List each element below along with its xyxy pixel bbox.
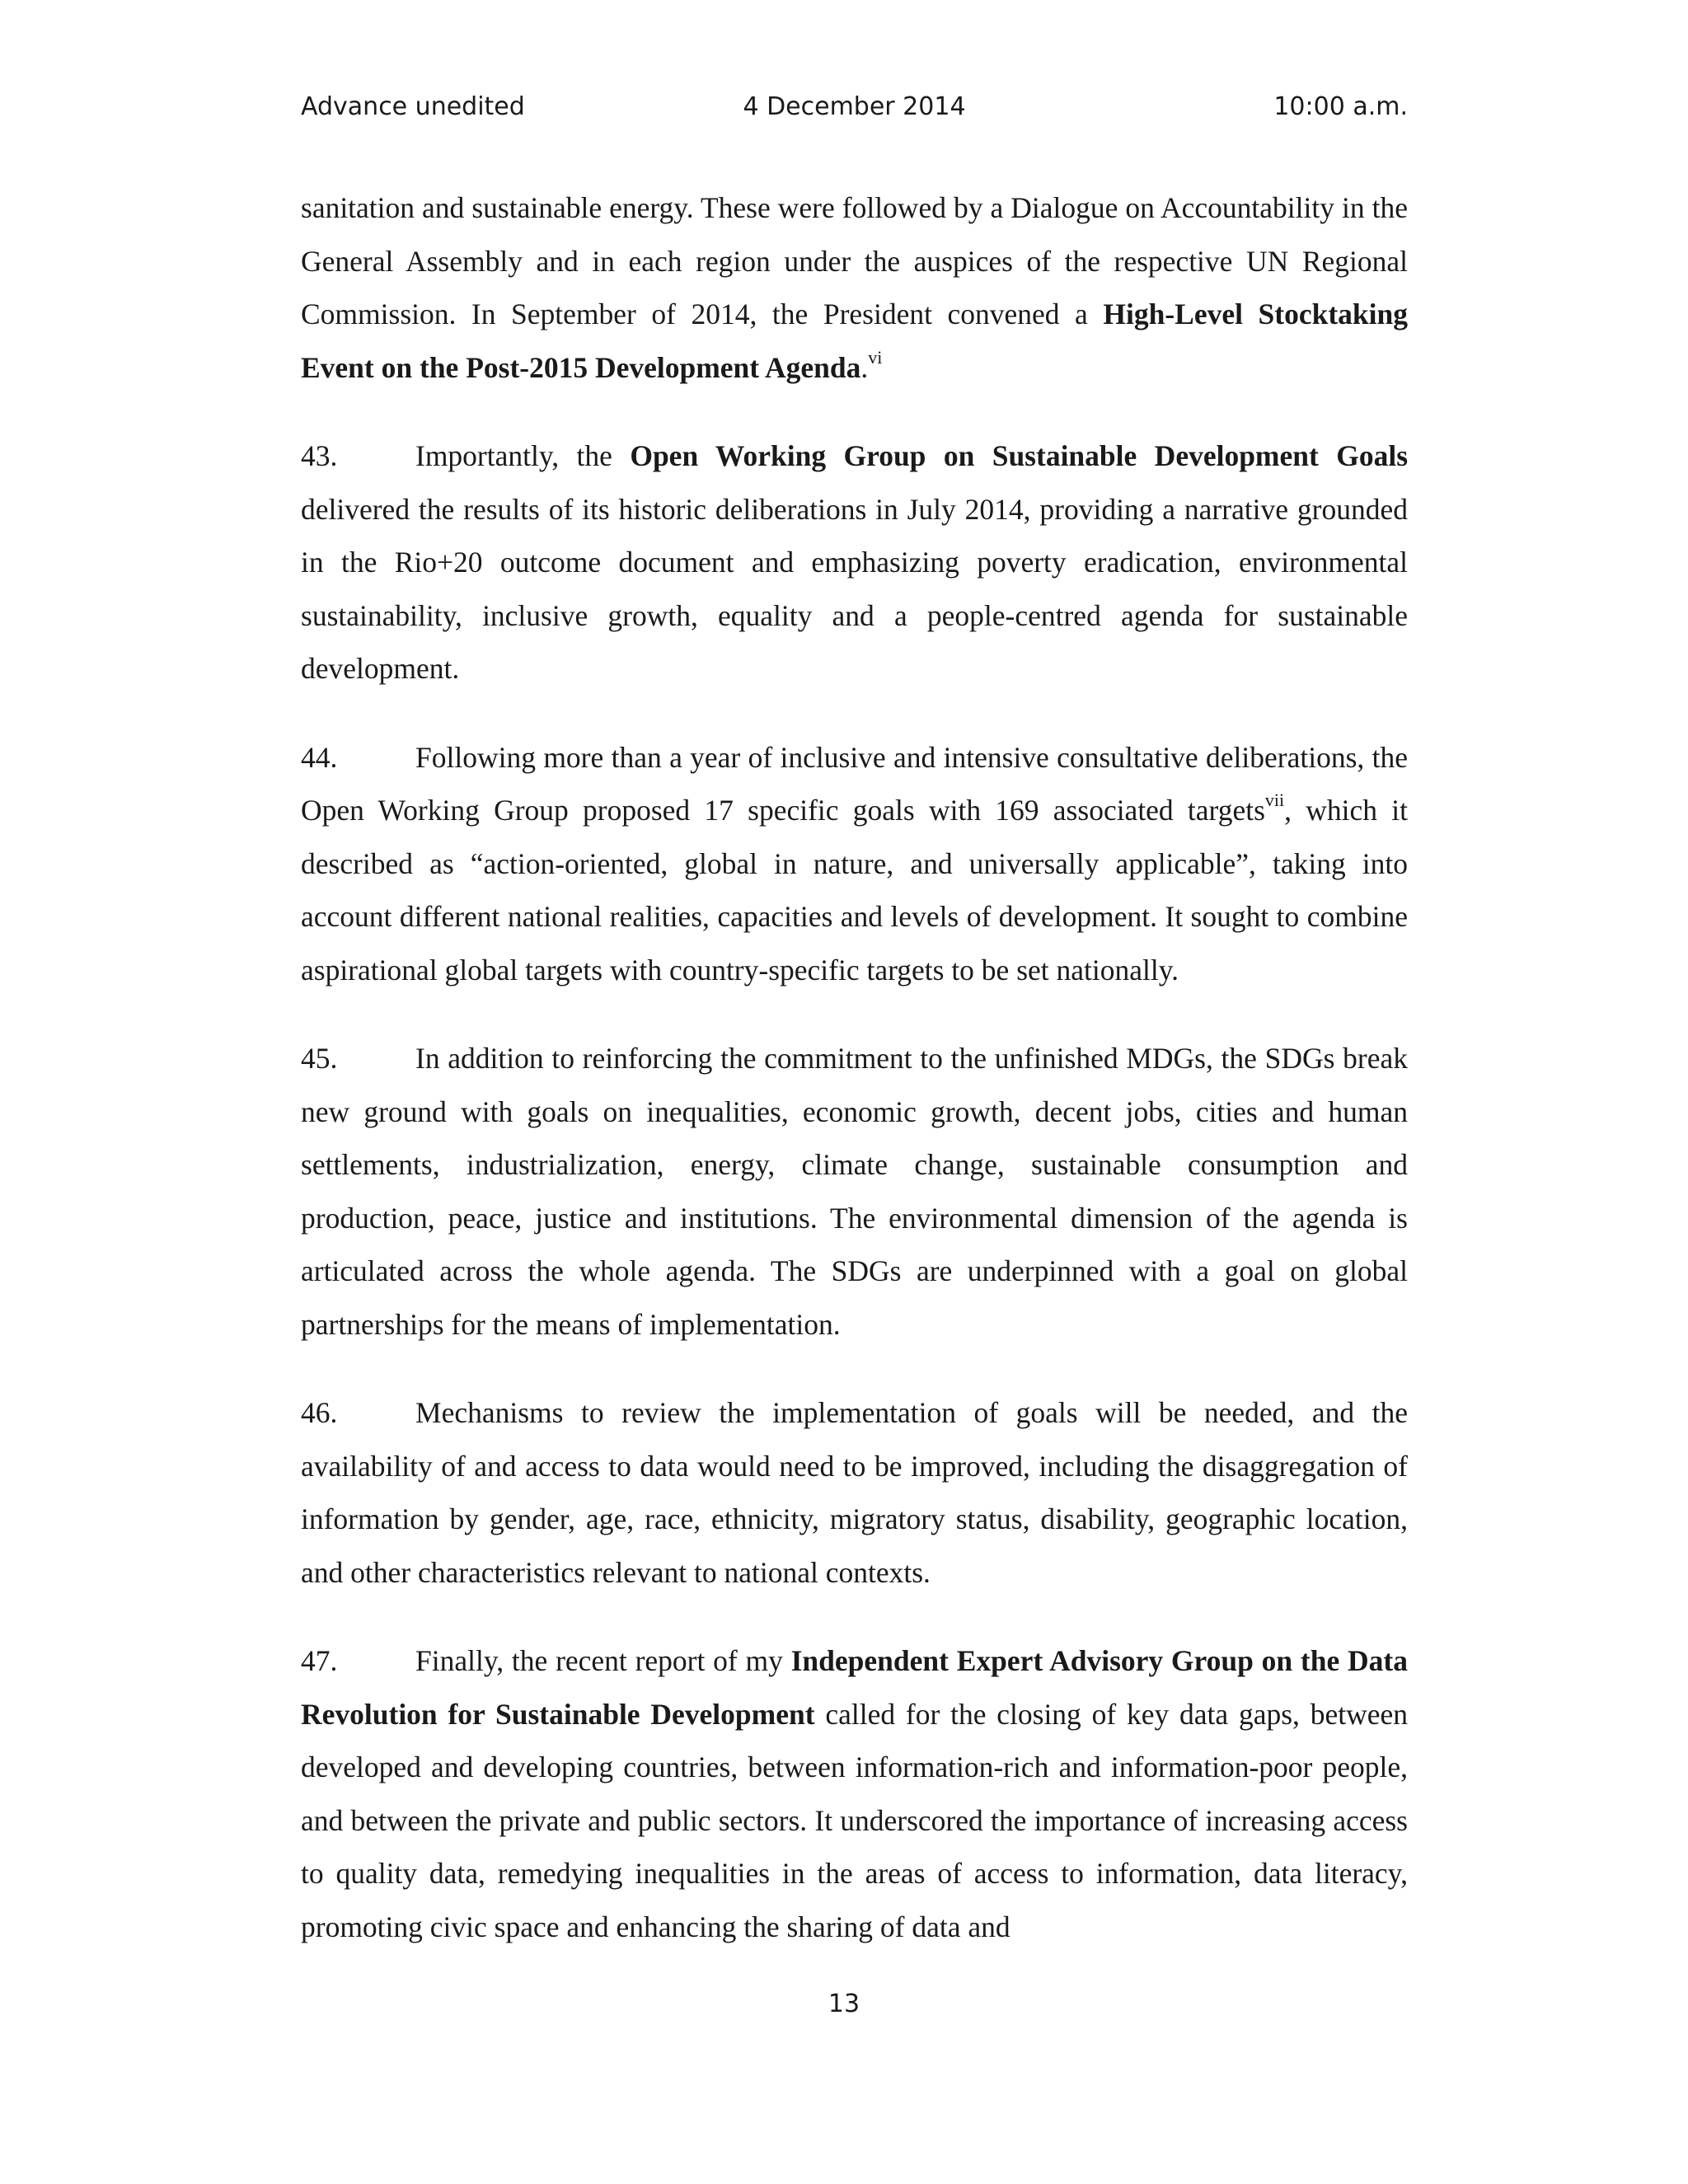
header-time: 10:00 a.m.: [1273, 92, 1408, 121]
paragraph-number: 47.: [301, 1644, 338, 1677]
page-header: [301, 92, 1408, 129]
paragraph-number: 45.: [301, 1042, 338, 1075]
paragraph-43: [301, 429, 1408, 696]
paragraph-44: [301, 731, 1408, 997]
paragraph-text: Finally, the recent report of my: [415, 1644, 791, 1677]
paragraph-text: sanitation and sustainable energy. These were followed by a Dialogue on Accountability in the General Assembly and in each region under the auspices of the respective UN Regional Commission. In September of 2014, the President convened a: [301, 191, 1408, 330]
paragraph-text: Following more than a year of inclusive and intensive consultative deliberations, the Open Working Group proposed 17 specific goals with 169 associated targets: [301, 740, 1408, 827]
paragraph-46: [301, 1386, 1408, 1599]
paragraph-text: called for the closing of key data gaps, between developed and developing countries, between information-rich and information-poor people, and between the private and public sectors. It underscored the importance of increasing access to quality data, remedying inequalities in the areas of access to information, data literacy, promoting civic space and enhancing the sharing of data and: [301, 1697, 1409, 1943]
paragraph-text: In addition to reinforcing the commitment to the unfinished MDGs, the SDGs break new ground with goals on inequalities, economic growth, decent jobs, cities and human settlements, industrialization, energy, climate change, sustainable consumption and production, peace, justice and institutions. The environmental dimension of the agenda is articulated across the whole agenda. The SDGs are underpinned with a goal on global partnerships for the means of implementation.: [301, 1042, 1408, 1341]
paragraph-number: 44.: [301, 740, 338, 774]
endnote-marker[interactable]: vii: [1264, 790, 1285, 811]
paragraph-number: 43.: [301, 439, 338, 472]
paragraph-text: delivered the results of its historic deliberations in July 2014, providing a narrative grounded in the Rio+20 outcome document and emphasizing poverty eradication, environmental sustainability, inclusive growth, equality and a people-centred agenda for sustainable development.: [301, 492, 1408, 685]
paragraph-45: [301, 1032, 1408, 1351]
paragraph-47: [301, 1634, 1408, 1953]
header-date: 4 December 2014: [743, 92, 966, 121]
paragraph-continued: [301, 181, 1408, 394]
page-number: 13: [828, 1990, 860, 2018]
paragraph-text: .: [860, 350, 869, 384]
paragraph-text: Mechanisms to review the implementation of goals will be needed, and the availability of and access to data would need to be improved, including the disaggregation of information by gender, age, race, ethnicity, migratory status, disability, geographic location, and other characteristics relevant to national contexts.: [301, 1396, 1408, 1589]
page-footer: [0, 1990, 1688, 2018]
emphasis-group-name: Open Working Group on Sustainable Development Goals: [630, 439, 1409, 472]
paragraph-text: , which it described as “action-oriented, global in nature, and universally applicable”, taking into account different national realities, capacities and levels of development. It sought to combine aspirational global targets with country-specific targets to be set nationally.: [301, 794, 1408, 987]
paragraph-text: Importantly, the: [415, 439, 631, 472]
emphasis-event-name: High-Level Stocktaking Event on the Post-2015 Development Agenda: [301, 298, 1408, 384]
header-status: Advance unedited: [301, 92, 525, 121]
paragraph-number: 46.: [301, 1396, 338, 1429]
emphasis-group-name: Independent Expert Advisory Group on the Data Revolution for Sustainable Development: [301, 1644, 1408, 1731]
endnote-marker[interactable]: vi: [868, 346, 883, 368]
document-body: [301, 181, 1408, 1989]
